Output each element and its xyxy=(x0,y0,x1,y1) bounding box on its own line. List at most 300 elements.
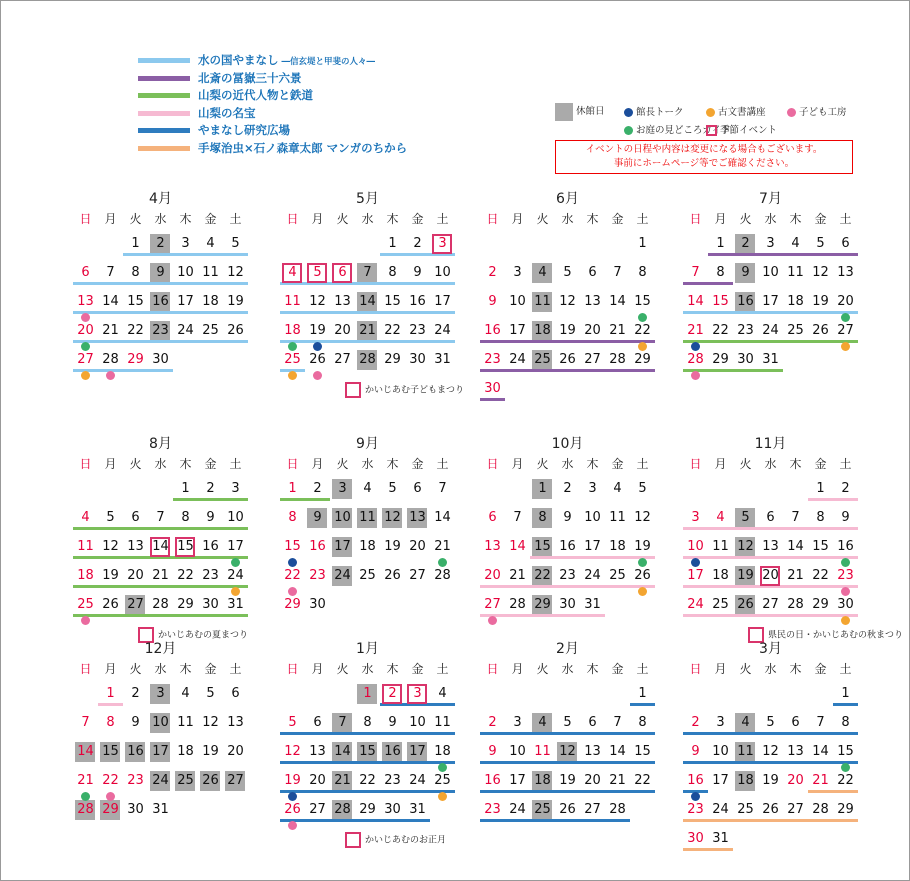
weekday-label: 火 xyxy=(336,212,349,226)
day-number: 15 xyxy=(634,744,651,759)
day-cell[interactable] xyxy=(380,536,405,561)
exhibition-period-line xyxy=(480,585,655,588)
day-number: 10 xyxy=(509,294,526,309)
day-cell[interactable] xyxy=(505,262,530,287)
day-number: 4 xyxy=(81,510,90,525)
day-number: 30 xyxy=(409,352,426,367)
day-cell[interactable] xyxy=(148,799,173,824)
day-number: 6 xyxy=(81,265,90,280)
day-number: 25 xyxy=(434,773,451,788)
weekday-label: 月 xyxy=(511,662,524,676)
day-number: 17 xyxy=(687,568,704,583)
day-number: 8 xyxy=(716,265,725,280)
day-number: 14 xyxy=(77,744,94,759)
day-cell[interactable] xyxy=(380,565,405,590)
day-cell[interactable] xyxy=(630,291,655,316)
day-number: 9 xyxy=(841,510,850,525)
day-number: 3 xyxy=(338,481,347,496)
day-number: 26 xyxy=(812,323,829,338)
exhibition-color-bar xyxy=(138,128,190,133)
day-number: 6 xyxy=(766,510,775,525)
day-number: 22 xyxy=(284,568,301,583)
day-number: 16 xyxy=(309,539,326,554)
day-cell[interactable] xyxy=(505,536,530,561)
day-number: 24 xyxy=(227,568,244,583)
weekday-label: 金 xyxy=(611,212,624,226)
day-number: 1 xyxy=(816,481,825,496)
day-cell[interactable] xyxy=(280,565,305,590)
day-cell[interactable] xyxy=(330,507,355,532)
day-number: 25 xyxy=(787,323,804,338)
day-number: 8 xyxy=(131,265,140,280)
day-number: 4 xyxy=(438,686,447,701)
day-number: 26 xyxy=(284,802,301,817)
exhibition-title: やまなし研究広場 xyxy=(198,123,290,137)
day-cell[interactable] xyxy=(605,478,630,503)
day-number: 8 xyxy=(388,265,397,280)
day-cell[interactable] xyxy=(148,741,173,766)
exhibition-period-line xyxy=(173,498,248,501)
day-cell[interactable] xyxy=(480,262,505,287)
day-number: 15 xyxy=(837,744,854,759)
event-marker xyxy=(282,263,302,283)
weekday-label: 土 xyxy=(839,457,852,471)
day-number: 1 xyxy=(716,236,725,251)
day-cell[interactable] xyxy=(98,741,123,766)
weekday-label: 月 xyxy=(714,457,727,471)
day-number: 26 xyxy=(384,568,401,583)
day-cell[interactable] xyxy=(223,683,248,708)
exhibition-period-line xyxy=(480,790,655,793)
day-number: 21 xyxy=(434,539,451,554)
day-cell[interactable] xyxy=(783,262,808,287)
day-cell[interactable] xyxy=(380,507,405,532)
day-cell[interactable] xyxy=(630,507,655,532)
exhibition-period-line xyxy=(683,340,858,343)
weekday-label: 日 xyxy=(486,457,499,471)
day-cell[interactable] xyxy=(783,770,808,795)
day-number: 19 xyxy=(737,568,754,583)
day-number: 24 xyxy=(509,352,526,367)
notice-line-1: イベントの日程や内容は変更になる場合もございます。 xyxy=(585,144,823,155)
day-number: 12 xyxy=(559,294,576,309)
day-cell[interactable] xyxy=(430,478,455,503)
day-number: 5 xyxy=(313,265,322,280)
day-cell[interactable] xyxy=(355,565,380,590)
day-cell[interactable] xyxy=(330,478,355,503)
day-cell[interactable] xyxy=(223,712,248,737)
day-number: 27 xyxy=(837,323,854,338)
exhibition-period-line xyxy=(683,848,733,851)
day-number: 29 xyxy=(284,597,301,612)
day-number: 16 xyxy=(202,539,219,554)
weekday-label: 金 xyxy=(611,662,624,676)
day-cell[interactable] xyxy=(480,291,505,316)
day-cell[interactable] xyxy=(330,536,355,561)
legend-label: 季節イベント xyxy=(720,125,778,136)
day-cell[interactable] xyxy=(198,741,223,766)
day-number: 12 xyxy=(102,539,119,554)
weekday-label: 日 xyxy=(689,457,702,471)
legend-label: お庭の見どころガイド xyxy=(636,125,731,136)
day-number: 21 xyxy=(687,323,704,338)
day-cell[interactable] xyxy=(555,291,580,316)
day-number: 7 xyxy=(106,265,115,280)
day-number: 10 xyxy=(584,510,601,525)
day-cell[interactable] xyxy=(198,770,223,795)
day-number: 27 xyxy=(584,802,601,817)
day-cell[interactable] xyxy=(355,683,380,708)
day-cell[interactable] xyxy=(148,683,173,708)
day-number: 2 xyxy=(563,481,572,496)
day-number: 5 xyxy=(563,715,572,730)
day-number: 12 xyxy=(384,510,401,525)
day-cell[interactable] xyxy=(758,262,783,287)
weekday-label: 土 xyxy=(839,662,852,676)
event-marker xyxy=(432,234,452,254)
day-cell[interactable] xyxy=(73,799,98,824)
oniwa-swatch-icon xyxy=(624,126,633,135)
day-number: 26 xyxy=(202,773,219,788)
month-title: 5月 xyxy=(356,191,379,207)
day-cell[interactable] xyxy=(305,536,330,561)
day-cell[interactable] xyxy=(355,349,380,374)
day-cell[interactable] xyxy=(530,478,555,503)
day-number: 10 xyxy=(409,715,426,730)
day-number: 24 xyxy=(509,802,526,817)
day-number: 28 xyxy=(687,352,704,367)
day-number: 9 xyxy=(206,510,215,525)
exhibition-period-line xyxy=(683,527,858,530)
komonjo-dot-icon xyxy=(288,371,297,380)
exhibition-title: 水の国やまなし xyxy=(198,53,279,67)
day-number: 19 xyxy=(227,294,244,309)
day-number: 31 xyxy=(409,802,426,817)
weekday-label: 火 xyxy=(536,212,549,226)
day-cell[interactable] xyxy=(305,507,330,532)
day-cell[interactable] xyxy=(148,770,173,795)
day-number: 8 xyxy=(638,265,647,280)
day-cell[interactable] xyxy=(555,262,580,287)
day-cell[interactable] xyxy=(123,683,148,708)
day-cell[interactable] xyxy=(280,536,305,561)
weekday-label: 土 xyxy=(636,457,649,471)
day-number: 21 xyxy=(152,568,169,583)
day-cell[interactable] xyxy=(123,741,148,766)
legend-gallery xyxy=(624,106,684,120)
day-number: 16 xyxy=(484,773,501,788)
day-cell[interactable] xyxy=(123,799,148,824)
day-cell[interactable] xyxy=(305,594,330,619)
weekday-label: 火 xyxy=(739,662,752,676)
day-number: 2 xyxy=(388,686,397,701)
day-cell[interactable] xyxy=(198,683,223,708)
day-number: 2 xyxy=(741,236,750,251)
month-title: 11月 xyxy=(754,436,787,452)
weekday-label: 木 xyxy=(586,457,599,471)
day-number: 17 xyxy=(509,323,526,338)
day-number: 20 xyxy=(584,323,601,338)
day-cell[interactable] xyxy=(330,565,355,590)
day-number: 12 xyxy=(762,744,779,759)
day-number: 17 xyxy=(334,539,351,554)
weekday-label: 日 xyxy=(286,662,299,676)
day-number: 2 xyxy=(156,236,165,251)
day-cell[interactable] xyxy=(148,712,173,737)
oniwa-dot-icon xyxy=(438,558,447,567)
day-number: 7 xyxy=(691,265,700,280)
month-title: 10月 xyxy=(551,436,584,452)
exhibition-period-line xyxy=(530,556,655,559)
exhibition-period-line xyxy=(73,527,248,530)
day-number: 28 xyxy=(509,597,526,612)
day-cell[interactable] xyxy=(355,478,380,503)
weekday-label: 木 xyxy=(179,662,192,676)
day-number: 27 xyxy=(787,802,804,817)
day-cell[interactable] xyxy=(330,349,355,374)
day-cell[interactable] xyxy=(405,478,430,503)
day-number: 8 xyxy=(638,715,647,730)
day-cell[interactable] xyxy=(280,594,305,619)
day-cell[interactable] xyxy=(173,683,198,708)
day-number: 7 xyxy=(81,715,90,730)
day-cell[interactable] xyxy=(580,291,605,316)
month-6 xyxy=(280,433,455,648)
day-cell[interactable] xyxy=(223,770,248,795)
day-cell[interactable] xyxy=(98,799,123,824)
day-number: 11 xyxy=(712,539,729,554)
weekday-label: 土 xyxy=(436,212,449,226)
weekday-label: 水 xyxy=(361,662,374,676)
day-number: 5 xyxy=(231,236,240,251)
weekday-label: 水 xyxy=(764,457,777,471)
day-cell[interactable] xyxy=(405,507,430,532)
day-number: 11 xyxy=(77,539,94,554)
day-number: 22 xyxy=(127,323,144,338)
event-marker xyxy=(332,263,352,283)
weekday-label: 日 xyxy=(689,662,702,676)
day-cell[interactable] xyxy=(305,565,330,590)
komonjo-dot-icon xyxy=(638,342,647,351)
day-number: 5 xyxy=(106,510,115,525)
day-number: 9 xyxy=(741,265,750,280)
day-cell[interactable] xyxy=(305,349,330,374)
day-number: 28 xyxy=(812,802,829,817)
oniwa-dot-icon xyxy=(638,558,647,567)
day-number: 25 xyxy=(609,568,626,583)
exhibition-period-line xyxy=(73,282,248,285)
day-cell[interactable] xyxy=(530,507,555,532)
weekday-label: 金 xyxy=(814,662,827,676)
event-swatch-icon xyxy=(706,125,717,136)
day-number: 9 xyxy=(488,744,497,759)
day-number: 23 xyxy=(687,802,704,817)
month-title: 8月 xyxy=(149,436,172,452)
day-cell[interactable] xyxy=(430,536,455,561)
month-4 xyxy=(683,188,858,403)
day-number: 24 xyxy=(687,597,704,612)
day-cell[interactable] xyxy=(758,770,783,795)
day-cell[interactable] xyxy=(123,770,148,795)
gallery-dot-icon xyxy=(691,792,700,801)
day-cell[interactable] xyxy=(430,565,455,590)
day-cell[interactable] xyxy=(733,770,758,795)
exhibition-period-line xyxy=(280,340,455,343)
day-number: 27 xyxy=(409,568,426,583)
day-cell[interactable] xyxy=(530,262,555,287)
month-title: 3月 xyxy=(759,641,782,657)
day-number: 15 xyxy=(534,539,551,554)
exhibition-period-line xyxy=(480,761,655,764)
day-number: 14 xyxy=(359,294,376,309)
day-number: 19 xyxy=(284,773,301,788)
day-number: 29 xyxy=(384,352,401,367)
day-cell[interactable] xyxy=(733,262,758,287)
day-cell[interactable] xyxy=(198,712,223,737)
day-cell[interactable] xyxy=(605,262,630,287)
day-number: 27 xyxy=(127,597,144,612)
day-number: 28 xyxy=(434,568,451,583)
day-cell[interactable] xyxy=(73,770,98,795)
day-number: 5 xyxy=(288,715,297,730)
day-number: 5 xyxy=(741,510,750,525)
day-number: 6 xyxy=(413,481,422,496)
day-cell[interactable] xyxy=(355,536,380,561)
day-number: 25 xyxy=(737,802,754,817)
day-cell[interactable] xyxy=(808,262,833,287)
day-cell[interactable] xyxy=(708,770,733,795)
day-cell[interactable] xyxy=(355,507,380,532)
day-number: 10 xyxy=(177,265,194,280)
day-cell[interactable] xyxy=(380,349,405,374)
day-cell[interactable] xyxy=(98,770,123,795)
day-cell[interactable] xyxy=(505,291,530,316)
day-cell[interactable] xyxy=(630,233,655,258)
day-cell[interactable] xyxy=(173,712,198,737)
day-number: 10 xyxy=(434,265,451,280)
day-number: 14 xyxy=(812,744,829,759)
day-cell[interactable] xyxy=(173,741,198,766)
kodomo-dot-icon xyxy=(81,313,90,322)
day-cell[interactable] xyxy=(73,712,98,737)
day-number: 2 xyxy=(488,715,497,730)
day-number: 9 xyxy=(413,265,422,280)
exhibition-period-line xyxy=(480,369,655,372)
day-cell[interactable] xyxy=(480,536,505,561)
day-number: 10 xyxy=(712,744,729,759)
exhibition-period-line xyxy=(683,556,858,559)
day-cell[interactable] xyxy=(833,262,858,287)
day-cell[interactable] xyxy=(380,478,405,503)
event-marker xyxy=(760,566,780,586)
day-number: 8 xyxy=(841,715,850,730)
day-number: 6 xyxy=(131,510,140,525)
day-number: 15 xyxy=(634,294,651,309)
day-cell[interactable] xyxy=(430,349,455,374)
day-cell[interactable] xyxy=(98,712,123,737)
day-number: 19 xyxy=(559,773,576,788)
day-number: 23 xyxy=(409,323,426,338)
day-number: 30 xyxy=(309,597,326,612)
komonjo-swatch-icon xyxy=(706,108,715,117)
day-number: 13 xyxy=(227,715,244,730)
day-cell[interactable] xyxy=(505,507,530,532)
day-cell[interactable] xyxy=(405,349,430,374)
day-cell[interactable] xyxy=(555,478,580,503)
weekday-label: 火 xyxy=(129,457,142,471)
day-cell[interactable] xyxy=(530,291,555,316)
day-number: 18 xyxy=(202,294,219,309)
day-number: 13 xyxy=(77,294,94,309)
kodomo-dot-icon xyxy=(313,371,322,380)
day-number: 23 xyxy=(559,568,576,583)
day-number: 7 xyxy=(156,510,165,525)
day-cell[interactable] xyxy=(123,712,148,737)
exhibition-period-line xyxy=(73,585,248,588)
event-marker xyxy=(150,537,170,557)
day-number: 23 xyxy=(484,802,501,817)
day-cell[interactable] xyxy=(405,536,430,561)
day-cell[interactable] xyxy=(630,262,655,287)
day-cell[interactable] xyxy=(580,478,605,503)
day-cell[interactable] xyxy=(430,507,455,532)
oniwa-dot-icon xyxy=(438,763,447,772)
day-number: 14 xyxy=(434,510,451,525)
weekday-label: 日 xyxy=(286,457,299,471)
day-cell[interactable] xyxy=(480,507,505,532)
gallery-dot-icon xyxy=(288,792,297,801)
exhibition-label xyxy=(198,121,290,139)
day-number: 7 xyxy=(816,715,825,730)
day-number: 12 xyxy=(812,265,829,280)
exhibition-period-line xyxy=(808,498,858,501)
day-number: 20 xyxy=(309,773,326,788)
day-cell[interactable] xyxy=(605,507,630,532)
day-number: 18 xyxy=(77,568,94,583)
day-number: 30 xyxy=(837,597,854,612)
day-number: 16 xyxy=(559,539,576,554)
weekday-label: 土 xyxy=(229,212,242,226)
day-number: 12 xyxy=(634,510,651,525)
day-cell[interactable] xyxy=(223,741,248,766)
day-number: 24 xyxy=(712,802,729,817)
day-cell[interactable] xyxy=(555,507,580,532)
day-cell[interactable] xyxy=(630,478,655,503)
day-number: 11 xyxy=(609,510,626,525)
day-cell[interactable] xyxy=(405,565,430,590)
day-cell[interactable] xyxy=(73,741,98,766)
day-number: 12 xyxy=(227,265,244,280)
day-cell[interactable] xyxy=(580,507,605,532)
day-number: 3 xyxy=(716,715,725,730)
day-number: 18 xyxy=(609,539,626,554)
day-number: 23 xyxy=(384,773,401,788)
day-number: 10 xyxy=(762,265,779,280)
weekday-label: 日 xyxy=(486,212,499,226)
day-cell[interactable] xyxy=(580,262,605,287)
day-number: 11 xyxy=(737,744,754,759)
day-cell[interactable] xyxy=(173,770,198,795)
day-cell[interactable] xyxy=(280,507,305,532)
day-number: 8 xyxy=(363,715,372,730)
day-number: 15 xyxy=(102,744,119,759)
day-number: 18 xyxy=(737,773,754,788)
legend-label: 休館日 xyxy=(576,106,605,117)
exhibition-color-bar xyxy=(138,58,190,63)
weekday-label: 木 xyxy=(179,457,192,471)
kodomo-dot-icon xyxy=(106,371,115,380)
day-cell[interactable] xyxy=(605,291,630,316)
